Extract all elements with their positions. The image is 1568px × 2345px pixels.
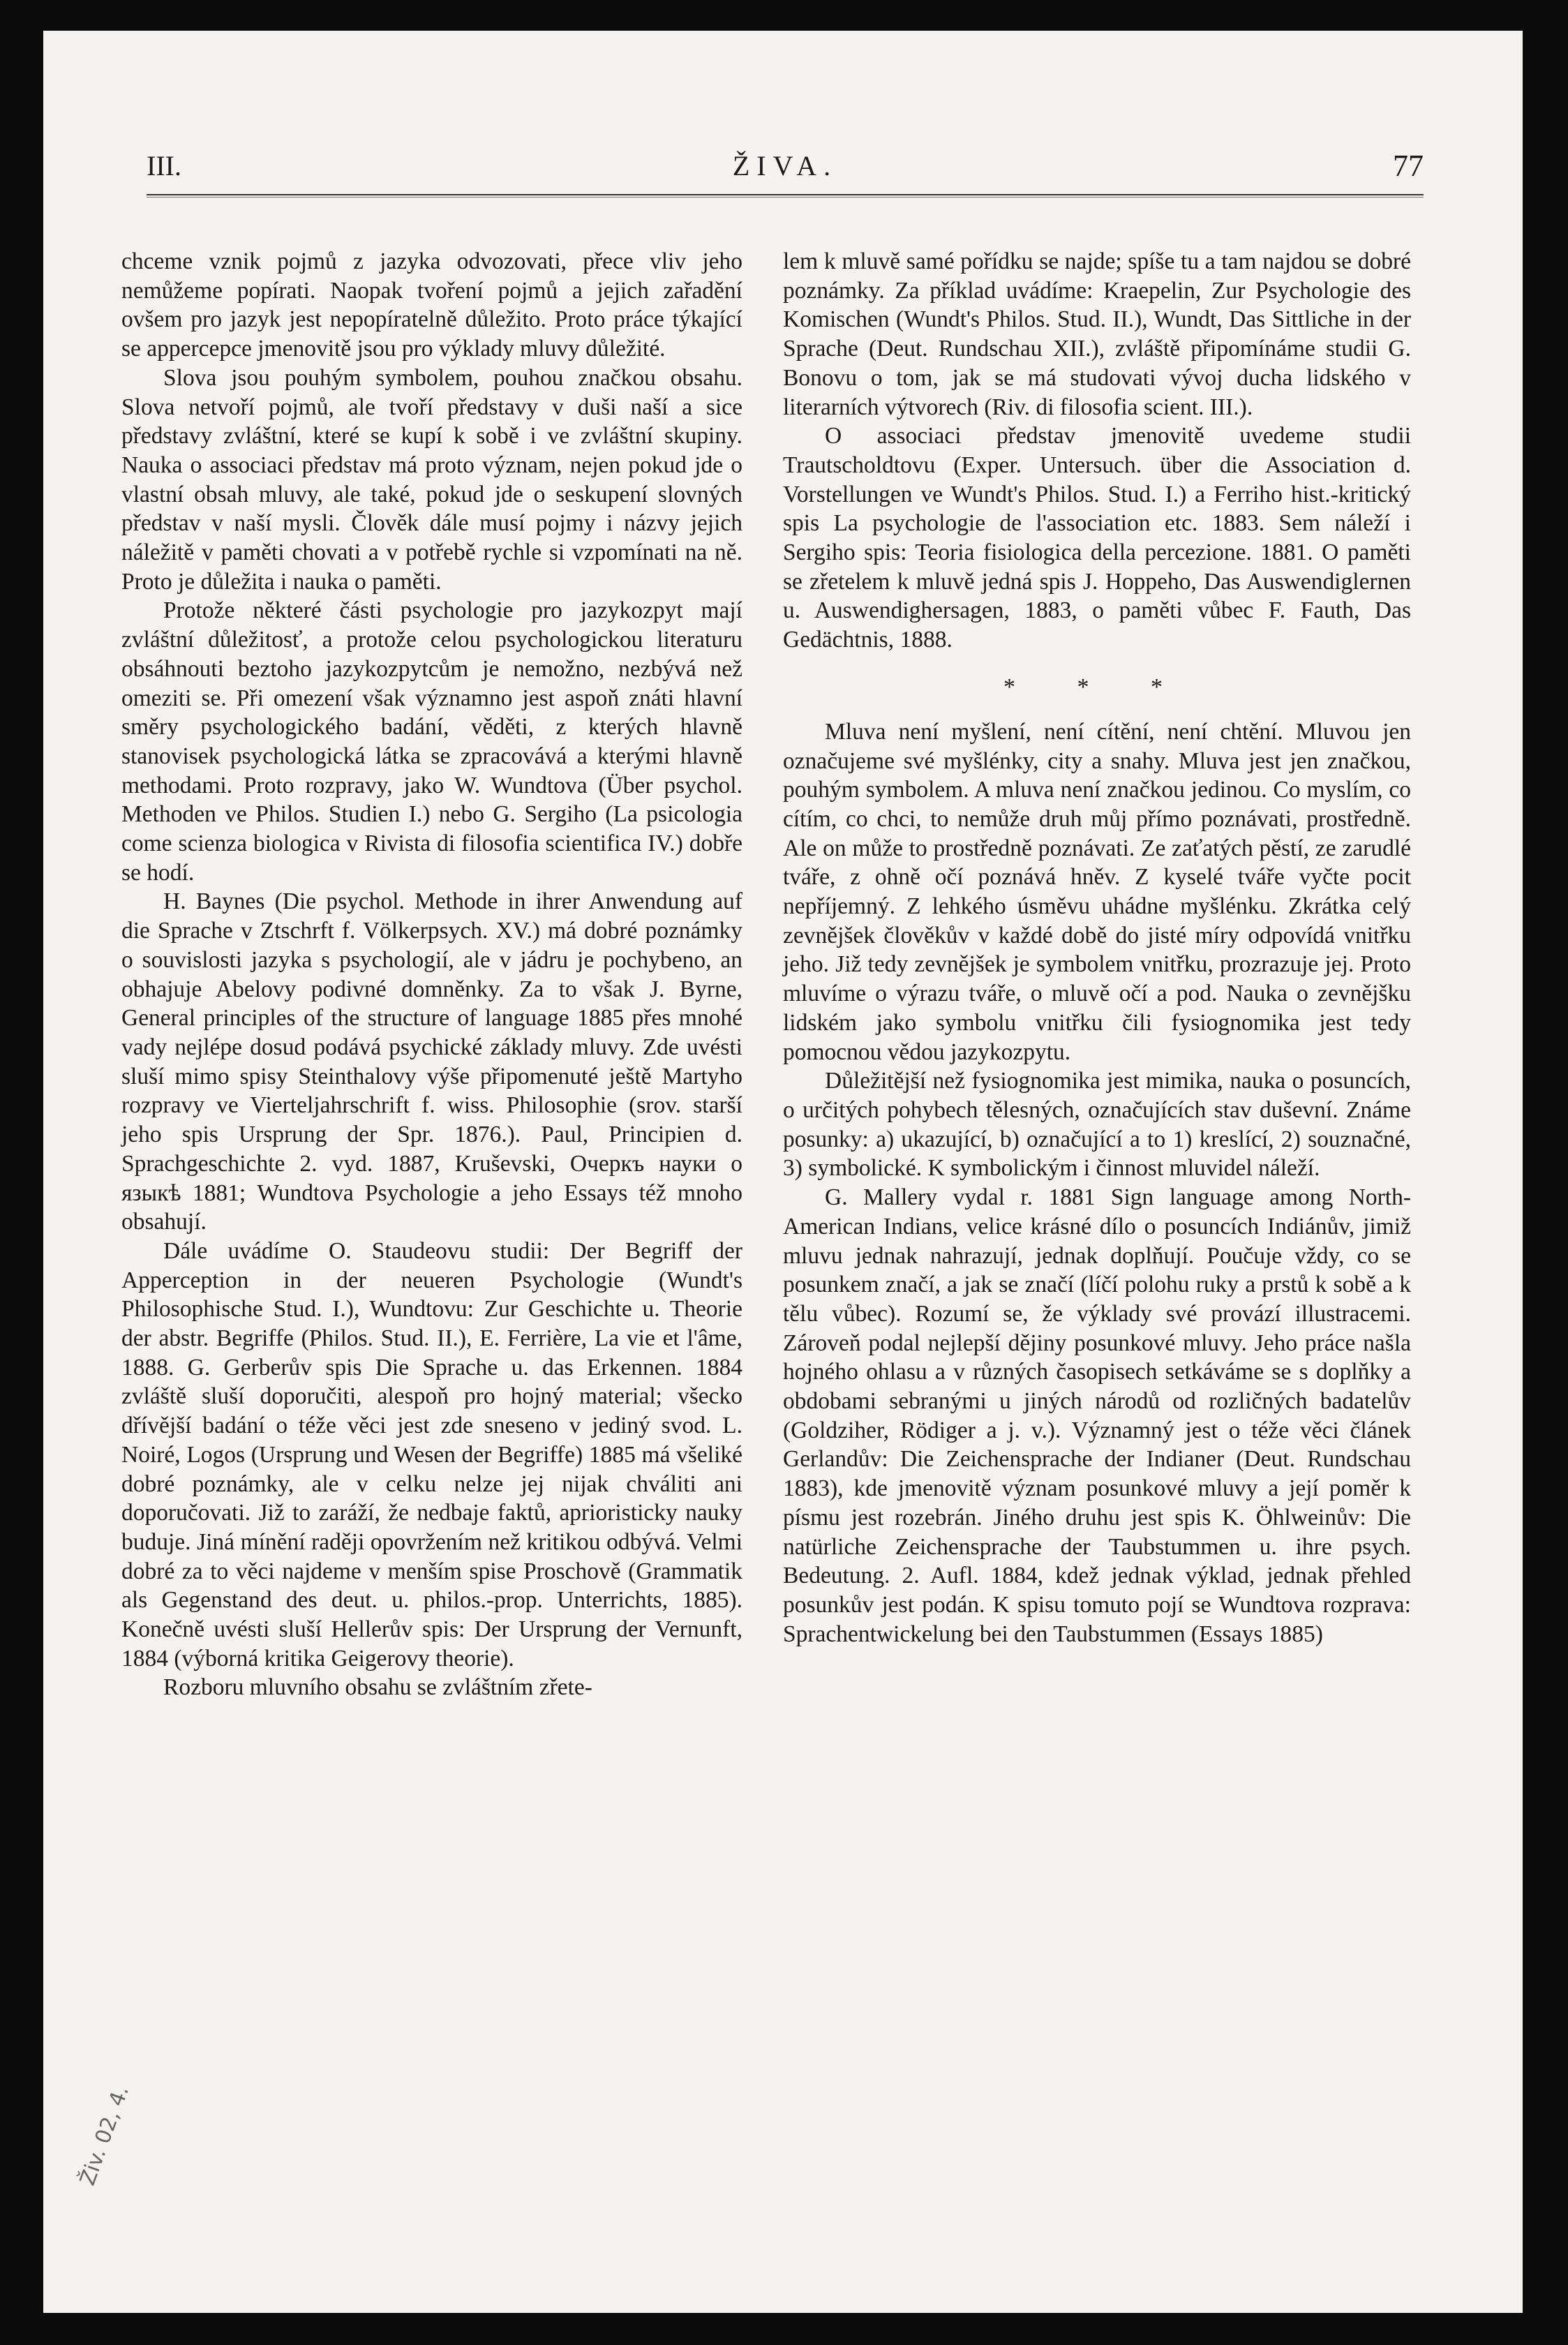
header-rule xyxy=(147,194,1424,198)
paragraph: O associaci představ jmenovitě uvedeme studii Trautscholdtovu (Exper. Untersuch. über die Association d. Vorstellungen ve Wundt's Philos. Stud. I.) a Ferriho hist.-kritický spis La psychologie de l'association etc. 1883. Sem náleží i Sergiho spis: Teoria fisiologica della percezione. 1881. O paměti se zřetelem k mluvě jedná spis J. Hoppeho, Das Auswendiglernen u. Auswendighersagen, 1883, o paměti vůbec F. Fauth, Das Gedächtnis, 1888. xyxy=(783,423,1411,653)
paragraph: Protože některé části psychologie pro jazykozpyt mají zvláštní důležitosť, a protože celou psychologickou literaturu obsáhnouti beztoho jazykozpytcům je nemožno, nezbývá než omeziti se. Při omezení však významno jest aspoň znáti hlavní směry psychologického badání, věděti, z kterých hlavně stanovisek psychologická látka se zpracovává a kterými hlavně methodami. Proto rozpravy, jako W. Wundtova (Über psychol. Methoden ve Philos. Studien I.) nebo G. Sergiho (La psicologia come scienza biologica v Rivista di filosofia scientifica IV.) dobře se hodí. xyxy=(121,597,742,886)
volume-number: III. xyxy=(147,150,181,181)
paragraph: Slova jsou pouhým symbolem, pouhou značkou obsahu. Slova netvoří pojmů, ale tvoří představy v duši naší a sice představy zvláštní, které se kupí k sobě i ve zvláštní skupiny. Nauka o associaci představ má proto význam, nejen pokud jde o vlastní obsah mluvy, ale také, pokud jde o seskupení slovných představ v naší mysli. Člověk dále musí pojmy i názvy jejich náležitě v paměti chovati a v potřebě rychle si vzpomínati na ně. Proto je důležita i nauka o paměti. xyxy=(121,364,742,595)
journal-page xyxy=(43,31,1523,2313)
left-column xyxy=(121,247,742,1702)
journal-title: ŽIVA. xyxy=(732,150,838,181)
paragraph: chceme vznik pojmů z jazyka odvozovati, přece vliv jeho nemůžeme popírati. Naopak tvoření pojmů a jejich zařadění ovšem pro jazyk jest nepopíratelně důležito. Proto práce týkající se appercepce jmenovitě jsou pro výklady mluvy důležité. xyxy=(121,248,742,362)
paragraph: Důležitější než fysiognomika jest mimika, nauka o posuncích, o určitých pohybech tělesných, označujících stav duševní. Známe posunky: a) ukazující, b) označující a to 1) kreslící, 2) souznačné, 3) symbolické. K symbolickým i činnost mluvidel náleží. xyxy=(783,1068,1411,1182)
section-separator xyxy=(783,655,1411,717)
paragraph: lem k mluvě samé pořídku se najde; spíše tu a tam najdou se dobré poznámky. Za příklad uvádíme: Kraepelin, Zur Psychologie des Komischen (Wundt's Philos. Stud. II.), Wundt, Das Sittliche in der Sprache (Deut. Rundschau XII.), zvláště připomínáme studii G. Bonovu o tom, jak se má studovati vývoj ducha lidského v literarních výtvorech (Riv. di filosofia scient. III.). xyxy=(783,248,1411,420)
paragraph: Dále uvádíme O. Staudeovu studii: Der Begriff der Apperception in der neueren Psychologie (Wundt's Philosophische Stud. I.), Wundtovu: Zur Geschichte u. Theorie der abstr. Begriffe (Philos. Stud. II.), E. Ferrière, La vie et l'âme, 1888. G. Gerberův spis Die Sprache u. das Erkennen. 1884 zvláště sluší doporučiti, alespoň pro hojný material; všecko dřívější badání o téže věci jest zde sneseno v jediný svod. L. Noiré, Logos (Ursprung und Wesen der Begriffe) 1885 má všeliké dobré poznámky, ale v celku nelze jej nijak chváliti ani doporučovati. Již to zaráží, že nedbaje faktů, aprioristicky nauky buduje. Jiná mínění raději opovržením než kritikou odbývá. Velmi dobré za to věci najdeme v menším spise Proschově (Grammatik als Gegenstand des deut. u. philos.-prop. Unterrichts, 1885). Konečně uvésti sluší Hellerův spis: Der Ursprung der Vernunft, 1884 (výborná kritika Geigerovy theorie). xyxy=(121,1237,742,1672)
page-header xyxy=(147,121,1424,183)
paragraph: Rozboru mluvního obsahu se zvláštním zřete- xyxy=(163,1674,592,1701)
paragraph: G. Mallery vydal r. 1881 Sign language among North-American Indians, velice krásné dílo o posuncích Indiánův, jimiž mluvu jednak nahrazují, jednak doplňují. Poučuje vždy, co se posunkem značí, a jak se značí (líčí polohu ruky a prstů k sobě a k tělu vůbec). Rozumí se, že výklady své provází illustracemi. Zároveň podal nejlepší dějiny posunkové mluvy. Jeho práce našla hojného ohlasu a v různých časopisech setkáváme se s doplňky a obdobami sebranými u jiných národů od rozličných badatelův (Goldziher, Rödiger a j. v.). Významný jest o téže věci článek Gerlandův: Die Zeichensprache der Indianer (Deut. Rundschau 1883), kde jmenovitě význam posunkové mluvy a její poměr k písmu jest rozebrán. Jiného druhu jest spis K. Öhlweinův: Die natürliche Zeichensprache der Taubstummen u. ihre psych. Bedeutung. 2. Aufl. 1884, kdež jednak výklad, jednak přehled posunkův jest podán. K spisu tomuto pojí se Wundtova rozprava: Sprachentwickelung bei den Taubstummen (Essays 1885) xyxy=(783,1184,1411,1647)
right-column xyxy=(783,247,1411,1648)
paragraph: H. Baynes (Die psychol. Methode in ihrer Anwendung auf die Sprache v Ztschrft f. Völkerpsych. XV.) má dobré poznámky o souvislosti jazyka s psychologií, ale v jádru je pochybeno, an obhajuje Abelovy podivné domněnky. Za to však J. Byrne, General principles of the structure of language 1885 přes mnohé vady nejlépe dosud podává psychické základy mluvy. Zde uvésti sluší mimo spisy Steinthalovy výše připomenuté ještě Martyho rozpravy ve Vierteljahrschrift f. wiss. Philosophie (srov. starší jeho spis Ursprung der Spr. 1876.). Paul, Principien d. Sprachgeschichte 2. vyd. 1887, Kruševski, Очеркъ науки о языкѣ 1881; Wundtova Psychologie a jeho Essays též mnoho obsahují. xyxy=(121,888,742,1235)
paragraph: Mluva není myšlení, není cítění, není chtění. Mluvou jen označujeme své myšlénky, city a snahy. Mluva jest jen značkou, pouhým symbolem. A mluva není značkou jedinou. Co myslím, co cítím, co chci, to nemůže druh můj přímo poznávati, prostředně. Ale on může to prostředně poznávati. Ze zaťatých pěstí, ze zarudlé tváře, z ohně očí poznává hněv. Z kyselé tváře vyčte pocit nepříjemný. Z lehkého úsměvu uhádne myšlénku. Zkrátka celý zevnějšek člověkův v každé době do jisté míry odpovídá vnitřku jeho. Již tedy zevnějšek je symbolem vnitřku, prozrazuje jej. Proto mluvíme o výrazu tváře, o mluvě očí a pod. Nauka o zevnějšku lidském jako symbolu vnitřku čili fysiognomika jest tedy pomocnou vědou jazykozpytu. xyxy=(783,718,1411,1065)
page-number: 77 xyxy=(1393,149,1424,183)
asterisks: * * * xyxy=(1003,673,1190,700)
handwritten-margin-note: Živ. 02, 4. xyxy=(75,2082,134,2189)
